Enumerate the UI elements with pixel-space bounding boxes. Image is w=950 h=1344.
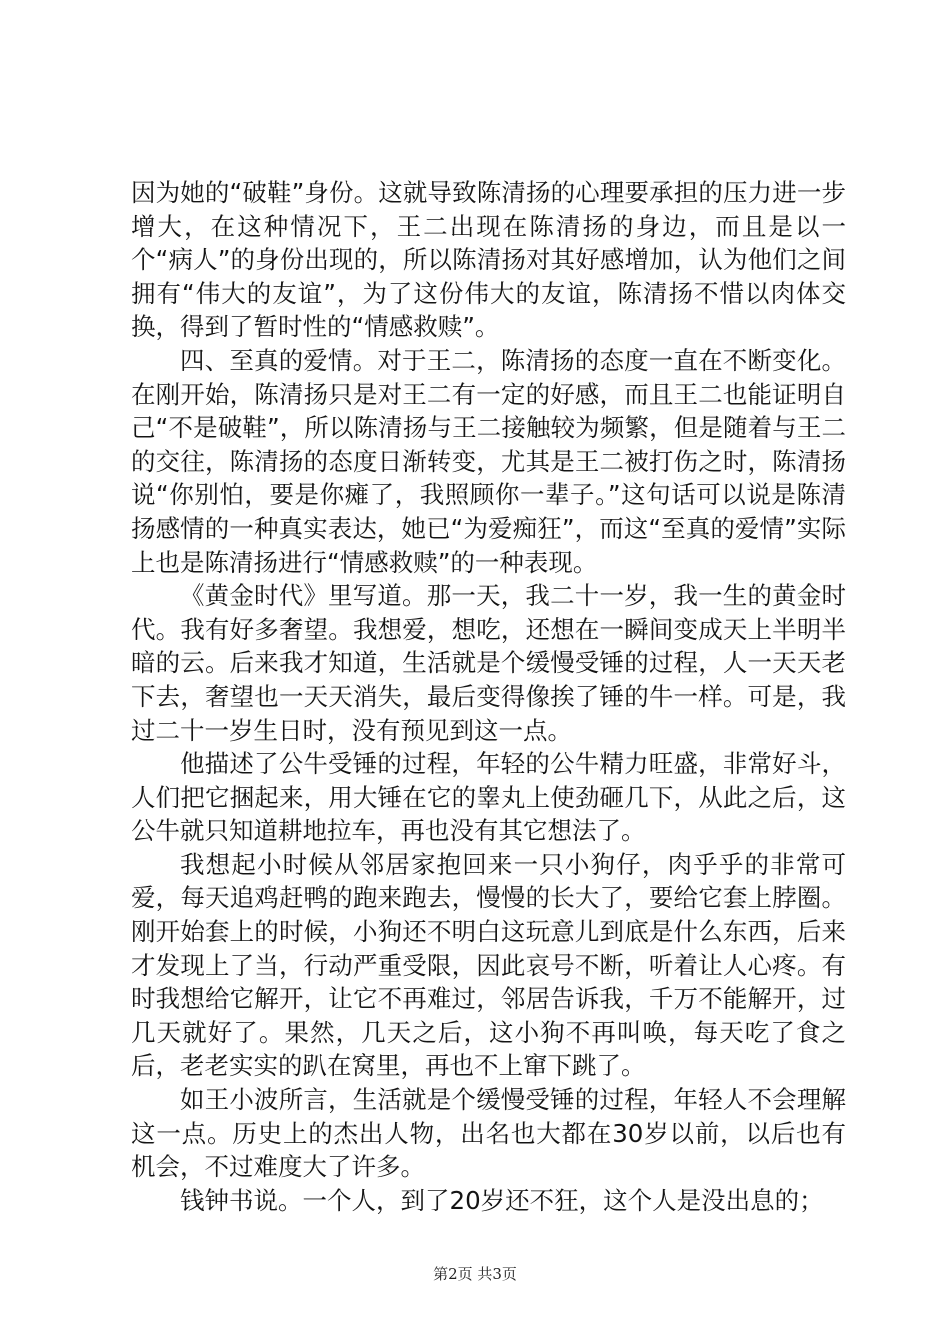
paragraph: 如王小波所言，生活就是个缓慢受锤的过程，年轻人不会理解这一点。历史上的杰出人物，出名也大都在30岁以前，以后也有机会，不过难度大了许多。 (131, 1085, 846, 1182)
paragraph: 四、至真的爱情。对于王二，陈清扬的态度一直在不断变化。在刚开始，陈清扬只是对王二有一定的好感，而且王二也能证明自己“不是破鞋”，所以陈清扬与王二接触较为频繁，但是随着与王二的交往，陈清扬的态度日渐转变，尤其是王二被打伤之时，陈清扬说“你别怕，要是你瘫了，我照顾你一辈子。”这句话可以说是陈清扬感情的一种真实表达，她已“为爱痴狂”，而这“至真的爱情”实际上也是陈清扬进行“情感救赎”的一种表现。 (131, 345, 846, 577)
paragraph: 钱钟书说。一个人，到了20岁还不狂，这个人是没出息的； (180, 1185, 824, 1215)
document-body (131, 176, 846, 1217)
page-footer: 第2页 共3页 (433, 1265, 517, 1283)
paragraph: 因为她的“破鞋”身份。这就导致陈清扬的心理要承担的压力进一步增大，在这种情况下，王二出现在陈清扬的身边，而且是以一个“病人”的身份出现的，所以陈清扬对其好感增加，认为他们之间拥有“伟大的友谊”，为了这份伟大的友谊，陈清扬不惜以肉体交换，得到了暂时性的“情感救赎”。 (131, 178, 846, 342)
paragraph: 他描述了公牛受锤的过程，年轻的公牛精力旺盛，非常好斗，人们把它捆起来，用大锤在它的睾丸上使劲砸几下，从此之后，这公牛就只知道耕地拉车，再也没有其它想法了。 (131, 749, 846, 846)
paragraph: 《黄金时代》里写道。那一天，我二十一岁，我一生的黄金时代。我有好多奢望。我想爱，想吃，还想在一瞬间变成天上半明半暗的云。后来我才知道，生活就是个缓慢受锤的过程，人一天天老下去，奢望也一天天消失，最后变得像挨了锤的牛一样。可是，我过二十一岁生日时，没有预见到这一点。 (131, 581, 846, 745)
paragraph: 我想起小时候从邻居家抱回来一只小狗仔，肉乎乎的非常可爱，每天追鸡赶鸭的跑来跑去，慢慢的长大了，要给它套上脖圈。刚开始套上的时候，小狗还不明白这玩意儿到底是什么东西，后来才发现上了当，行动严重受限，因此哀号不断，听着让人心疼。有时我想给它解开，让它不再难过，邻居告诉我，千万不能解开，过几天就好了。果然，几天之后，这小狗不再叫唤，每天吃了食之后，老老实实的趴在窝里，再也不上窜下跳了。 (131, 849, 846, 1081)
